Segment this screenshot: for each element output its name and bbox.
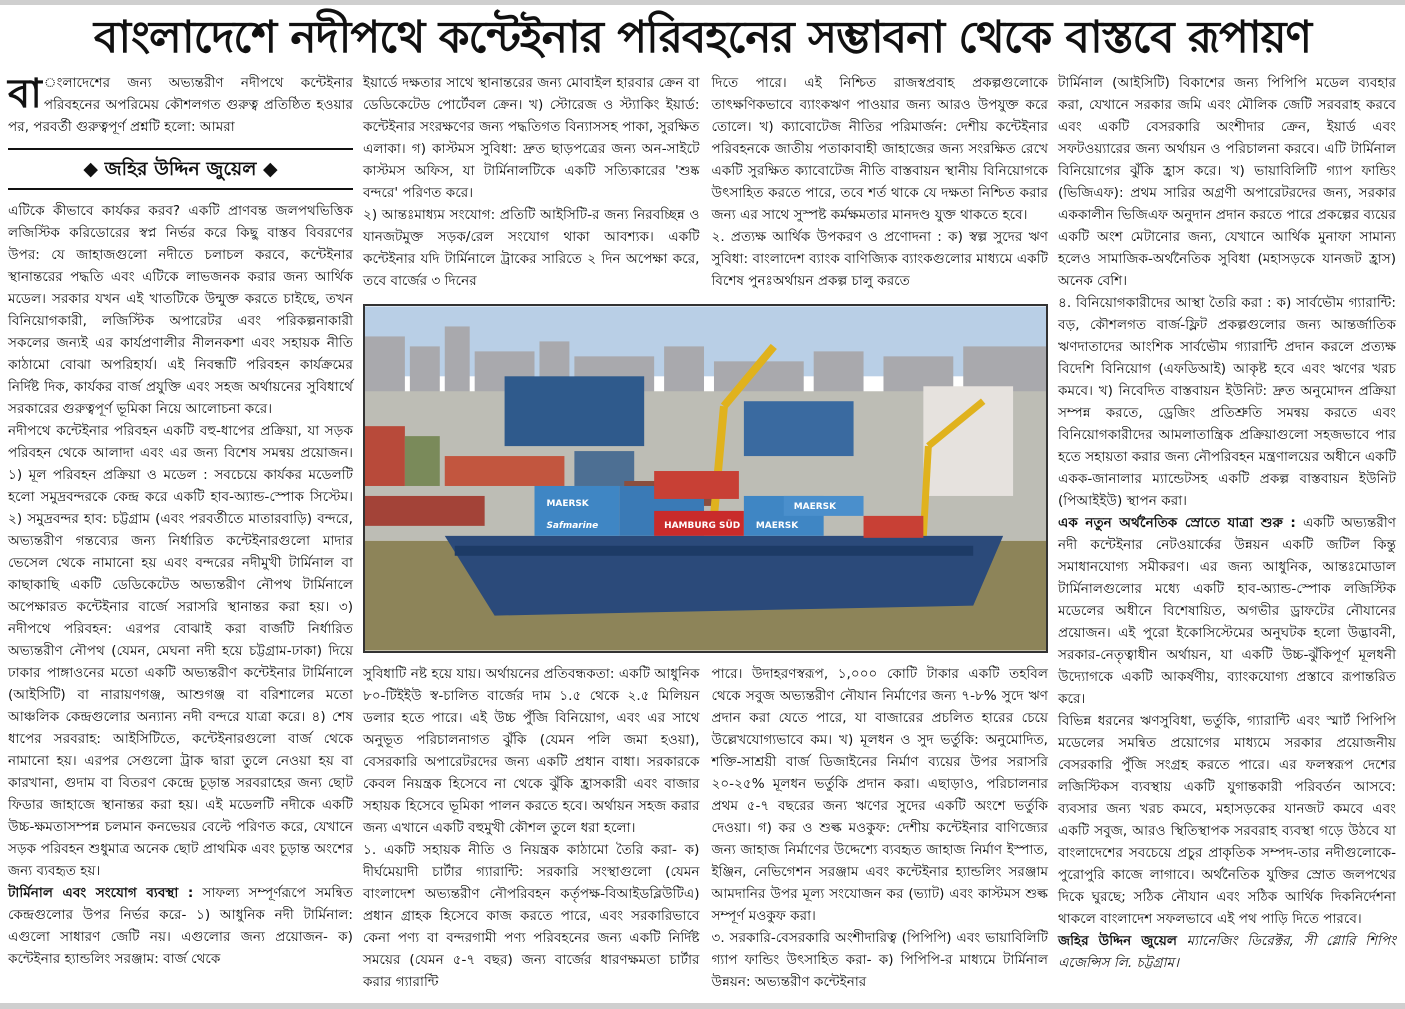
paragraph: এটিকে কীভাবে কার্যকর করব? একটি প্রাণবন্ত জলপথভিত্তিক লজিস্টিক করিডোরের স্বপ্ন নির্ভর করে কিছু বাস্তব বিবরণের উপর: যে জাহাজগুলো নদীতে চলাচল করবে, কন্টেইনার স্থানান্তরের পদ্ধতি এবং এটিকে লাভজনক করার জন্য আর্থিক মডেল। সরকার যখন এই খাতটিকে উন্মুক্ত করতে চাইছে, তখন বিনিয়োগকারী, লজিস্টিক অপারেটর এবং পরিকল্পনাকারী সকলের জন্যই এর কার্যপ্রণালীর নীলনকশা এবং সহায়ক নীতি কাঠামো বোঝা অপরিহার্য। এই নিবন্ধটি পরিবহন কার্যক্রমের নির্দিষ্ট দিক, কার্যকর বার্জ প্রযুক্তি এবং সহজ অর্থায়নের সুবিধার্থে সরকারের গুরুত্বপূর্ণ ভূমিকা নিয়ে আলোচনা করে। — [8, 203, 353, 417]
subheading: এক নতুন অর্থনৈতিক স্রোতে যাত্রা শুরু : — [1058, 515, 1296, 531]
container-label: HAMBURG SÜD — [664, 520, 741, 531]
column-2-bottom — [363, 663, 700, 993]
container-label: MAERSK — [546, 498, 589, 509]
article-body — [0, 72, 1405, 993]
paragraph: টার্মিনাল (আইসিটি) বিকাশের জন্য পিপিপি মডেল ব্যবহার করা, যেখানে সরকার জমি এবং মৌলিক জেটি সরবরাহ করবে এবং একটি বেসরকারি অংশীদার ক্রেন, ইয়ার্ড এবং সফটওয়্যারের জন্য অর্থায়ন ও পরিচালনা করবে। এটি টার্মিনাল বিনিয়োগের ঝুঁকি হ্রাস করে। খ) ভায়াবিলিটি গ্যাপ ফান্ডিং (ভিজিএফ): প্রথম সারির অগ্রণী অপারেটরদের জন্য, সরকার এককালীন ভিজিএফ অনুদান প্রদান করতে পারে প্রকল্পের ব্যয়ের একটি অংশ মেটানোর জন্য, যেখানে আর্থিক মুনাফা সামান্য হলেও সামাজিক-অর্থনৈতিক সুবিধা (মহাসড়কে যানজট হ্রাস) অনেক বেশি। — [1058, 75, 1396, 289]
author-signature — [1058, 930, 1396, 974]
paragraph: দিতে পারে। এই নিশ্চিত রাজস্বপ্রবাহ প্রকল্পগুলোকে তাৎক্ষণিকভাবে ব্যাংকঋণ পাওয়ার জন্য আরও উপযুক্ত করে তোলে। খ) ক্যাবোটেজ নীতির পরিমার্জন: দেশীয় কন্টেইনার পরিবহনকে জাতীয় পতাকাবাহী জাহাজের জন্য সংরক্ষিত রেখে একটি সুরক্ষিত ক্যাবোটেজ নীতি বাস্তবায়ন স্থানীয় বিনিয়োগকে উৎসাহিত করতে পারে, তবে শর্ত থাকে যে দক্ষতা নিশ্চিত করার জন্য এর সাথে সুস্পষ্ট কর্মক্ষমতার মানদণ্ড যুক্ত থাকতে হবে। — [711, 75, 1048, 223]
paragraph: সুবিধাটি নষ্ট হয়ে যায়। অর্থায়নের প্রতিবন্ধকতা: একটি আধুনিক ৮০-টিইইউ স্ব-চালিত বার্জের দাম ১.৫ থেকে ২.৫ মিলিয়ন ডলার হতে পারে। এই উচ্চ পুঁজি বিনিয়োগ, এবং এর সাথে অনুভূত পরিচালনাগত ঝুঁকি (যেমন পলি জমা হওয়া), বেসরকারি অপারেটরদের জন্য একটি প্রধান বাধা। সরকারকে কেবল নিয়ন্ত্রক হিসেবে না থেকে ঝুঁকি হ্রাসকারী এবং বাজার সহায়ক হিসেবে ভূমিকা পালন করতে হবে। অর্থায়ন সহজ করার জন্য এখানে একটি বহুমুখী কৌশল তুলে ধরা হলো। — [363, 666, 700, 836]
lead-paragraph — [8, 72, 353, 138]
paragraph: পারে। উদাহরণস্বরূপ, ১,০০০ কোটি টাকার একটি তহবিল থেকে সবুজ অভ্যন্তরীণ নৌযান নির্মাণের জন্য ৭-৮% সুদে ঋণ প্রদান করা যেতে পারে, যা বাজারের প্রচলিত হারের চেয়ে উল্লেখযোগ্যভাবে কম। খ) মূলধন ও সুদ ভর্তুকি: অনুমোদিত, শক্তি-সাশ্রয়ী বার্জ ডিজাইনের নির্মাণ ব্যয়ের উপর সরাসরি ২০-২৫% মূলধন ভর্তুকি প্রদান করা। এছাড়াও, পরিচালনার প্রথম ৫-৭ বছরের জন্য ঋণের সুদের একটি অংশে ভর্তুকি দেওয়া। গ) কর ও শুল্ক মওকুফ: দেশীয় কন্টেইনার বাণিজ্যের জন্য জাহাজ নির্মাণের উদ্দেশ্যে ব্যবহৃত জাহাজ নির্মাণ ইস্পাত, ইঞ্জিন, নেভিগেশন সরঞ্জাম এবং কন্টেইনার হ্যান্ডলিং সরঞ্জাম আমদানির উপর মূল্য সংযোজন কর (ভ্যাট) এবং কাস্টমস শুল্ক সম্পূর্ণ মওকুফ করা। — [711, 666, 1048, 924]
photo-illustration — [365, 306, 1046, 651]
middle-bottom-row — [363, 663, 1048, 993]
paragraph-text: একটি অভ্যন্তরীণ নদী কন্টেইনার নেটওয়ার্কের উন্নয়ন একটি জটিল কিন্তু সমাধানযোগ্য সমীকরণ। এর জন্য আধুনিক, আন্তঃমোডাল টার্মিনালগুলোর মধ্যে একটি হাব-অ্যান্ড-স্পোক লজিস্টিক মডেলের অধীনে বিশেষায়িত, অগভীর ড্রাফটের নৌযানের প্রয়োজন। এই পুরো ইকোসিস্টেমের অনুঘটক হলো উদ্ভাবনী, সরকার-নেতৃত্বাধীন অর্থায়ন, যা একটি উচ্চ-ঝুঁকিপূর্ণ মূলধনী উদ্যোগকে একটি আকর্ষণীয়, ব্যাংকযোগ্য প্রস্তাবে রূপান্তরিত করে। — [1058, 515, 1396, 707]
paragraph: নদীপথে কন্টেইনার পরিবহন একটি বহু-ধাপের প্রক্রিয়া, যা সড়ক পরিবহন থেকে আলাদা এবং এর জন্য বিশেষ সমন্বয় প্রয়োজন। ১) মূল পরিবহন প্রক্রিয়া ও মডেল : সবচেয়ে কার্যকর মডেলটি হলো সমুদ্রবন্দরকে কেন্দ্র করে একটি হাব-অ্যান্ড-স্পোক সিস্টেম। ২) সমুদ্রবন্দর হাব: চট্টগ্রাম (এবং পরবর্তীতে মাতারবাড়ি) বন্দরে, অভ্যন্তরীণ গন্তব্যের জন্য নির্ধারিত কন্টেইনারগুলো মাদার ভেসেল থেকে নামানো হয় এবং বন্দরের নদীমুখী টার্মিনাল বা কাছাকাছি একটি ডেডিকেটেড অভ্যন্তরীণ নৌপথ টার্মিনালে অপেক্ষারত কন্টেইনার বার্জে সরাসরি স্থানান্তর করা হয়। ৩) নদীপথে পরিবহন: এরপর বোঝাই করা বার্জটি নির্ধারিত অভ্যন্তরীণ নৌপথ (যেমন, মেঘনা নদী হয়ে চট্টগ্রাম-ঢাকা) দিয়ে ঢাকার পাঙ্গাওনের মতো একটি অভ্যন্তরীণ কন্টেইনার টার্মিনালে (আইসিটি) বা নারায়ণগঞ্জ, আশুগঞ্জ বা বরিশালের মতো আঞ্চলিক কেন্দ্রগুলোর অন্যান্য নদী বন্দরে যাত্রা করে। ৪) শেষ ধাপের সরবরাহ: আইসিটিতে, কন্টেইনারগুলো বার্জ থেকে নামানো হয়। এরপর সেগুলো ট্রাক দ্বারা তুলে নেওয়া হয় বা কারখানা, গুদাম বা বিতরণ কেন্দ্রে চূড়ান্ত সরবরাহের জন্য ছোট ফিডার জাহাজে স্থানান্তর করা হয়। এই মডেলটি নদীকে একটি উচ্চ-ক্ষমতাসম্পন্ন চলমান কনভেয়র বেল্টে পরিণত করে, যেখানে সড়ক পরিবহন শুধুমাত্র অনেক ছোট প্রাথমিক এবং চূড়ান্ত অংশের জন্য ব্যবহৃত হয়। — [8, 423, 353, 879]
paragraph: ২. প্রত্যক্ষ আর্থিক উপকরণ ও প্রণোদনা : ক) স্বল্প সুদের ঋণ সুবিধা: বাংলাদেশ ব্যাংক বাণিজ্যিক ব্যাংকগুলোর মাধ্যমে একটি বিশেষ পুনঃঅর্থায়ন প্রকল্প চালু করতে — [711, 229, 1048, 289]
paragraph — [1058, 512, 1396, 710]
paragraph: ইয়ার্ডে দক্ষতার সাথে স্থানান্তরের জন্য মোবাইল হারবার ক্রেন বা ডেডিকেটেড পোর্টেবল ক্রেন। খ) স্টোরেজ ও স্ট্যাকিং ইয়ার্ড: কন্টেইনার সংরক্ষণের জন্য পদ্ধতিগত বিন্যাসসহ পাকা, সুরক্ষিত এলাকা। গ) কাস্টমস সুবিধা: দ্রুত ছাড়পত্রের জন্য অন-সাইটে কাস্টমস অফিস, যা টার্মিনালটিকে একটি সত্যিকারের 'শুষ্ক বন্দরে' পরিণত করে। — [363, 75, 700, 201]
container-label: MAERSK — [755, 520, 799, 531]
container-label: MAERSK — [793, 501, 837, 512]
drop-cap: বা — [8, 71, 42, 117]
middle-top-row — [363, 72, 1048, 292]
subheading: টার্মিনাল এবং সংযোগ ব্যবস্থা : — [8, 885, 194, 901]
warehouse — [505, 376, 645, 446]
column-1 — [8, 72, 353, 970]
container-label: Safmarine — [546, 520, 599, 531]
column-4 — [1058, 72, 1396, 974]
headline: বাংলাদেশে নদীপথে কন্টেইনার পরিবহনের সম্ভাবনা থেকে বাস্তবে রূপায়ণ — [93, 12, 1312, 63]
column-3-bottom — [712, 663, 1049, 993]
paragraph: ৩. সরকারি-বেসরকারি অংশীদারিত্ব (পিপিপি) এবং ভায়াবিলিটি গ্যাপ ফান্ডিং উৎসাহিত করা- ক) পিপিপি-র মাধ্যমে টার্মিনাল উন্নয়ন: অভ্যন্তরীণ কন্টেইনার — [711, 930, 1048, 990]
column-2-top — [363, 72, 700, 292]
lead-text: ংলাদেশের জন্য অভ্যন্তরীণ নদীপথে কন্টেইনার পরিবহনের অপরিমেয় কৌশলগত গুরুত্ব প্রতিষ্ঠিত হওয়ার পর, পরবর্তী গুরুত্বপূর্ণ প্রশ্নটি হলো: আমরা — [8, 75, 353, 135]
author-name: জহির উদ্দিন জুয়েল — [1058, 933, 1178, 949]
paragraph: ২) আন্তঃমাধ্যম সংযোগ: প্রতিটি আইসিটি-র জন্য নিরবচ্ছিন্ন ও যানজটমুক্ত সড়ক/রেল সংযোগ থাকা আবশ্যক। একটি কন্টেইনার যদি টার্মিনালে ট্রাকের সারিতে ২ দিন অপেক্ষা করে, তবে বার্জের ৩ দিনের — [363, 207, 700, 289]
byline: ◆ জহির উদ্দিন জুয়েল ◆ — [8, 148, 353, 190]
ship-deck — [455, 546, 973, 556]
warehouse — [744, 401, 854, 456]
paragraph: ৪. বিনিয়োগকারীদের আস্থা তৈরি করা : ক) সার্বভৌম গ্যারান্টি: বড়, কৌশলগত বার্জ-ফ্লিট প্রকল্পগুলোর জন্য আন্তর্জাতিক ঋণদাতাদের আংশিক সার্বভৌম গ্যারান্টি প্রদান করলে প্রত্যক্ষ বিদেশি বিনিয়োগ (এফডিআই) আকৃষ্ট হবে এবং ঋণের খরচ কমবে। খ) নিবেদিত বাস্তবায়ন ইউনিট: দ্রুত অনুমোদন প্রক্রিয়া সম্পন্ন করতে, ড্রেজিং প্রতিশ্রুতি সমন্বয় করতে এবং বিনিয়োগকারীদের আমলাতান্ত্রিক প্রক্রিয়াগুলো সহজভাবে পার হতে সহায়তা করার জন্য নৌপরিবহন মন্ত্রণালয়ের অধীনে একটি একক-জানালার ম্যান্ডেটসহ একটি প্রকল্প বাস্তবায়ন ইউনিট (পিআইইউ) স্থাপন করা। — [1058, 295, 1396, 509]
middle-section — [363, 72, 1048, 993]
paragraph: ১. একটি সহায়ক নীতি ও নিয়ন্ত্রক কাঠামো তৈরি করা- ক) দীর্ঘমেয়াদী চার্টার গ্যারান্টি: সরকারি সংস্থাগুলো (যেমন বাংলাদেশ অভ্যন্তরীণ নৌপরিবহন কর্তৃপক্ষ-বিআইডব্লিউটিএ) প্রধান গ্রাহক হিসেবে কাজ করতে পারে, এবং সরকারিভাবে কেনা পণ্য বা বন্দরগামী পণ্য পরিবহনের জন্য একটি নির্দিষ্ট সময়ের (যেমন ৫-৭ বছর) জন্য বার্জের ধারণক্ষমতা চার্টার করার গ্যারান্টি — [363, 842, 700, 990]
top-border — [0, 0, 1405, 5]
author-title: ম্যানেজিং ডিরেক্টর, সী গ্লোরি শিপিং এজেন্সিস লি. চট্টগ্রাম। — [1058, 933, 1396, 971]
paragraph-text: সাফল্য সম্পূর্ণরূপে সমন্বিত কেন্দ্রগুলোর উপর নির্ভর করে- ১) আধুনিক নদী টার্মিনাল: এগুলো সাধারণ জেটি নয়। এগুলোর জন্য প্রয়োজন- ক) কন্টেইনার হ্যান্ডলিং সরঞ্জাম: বার্জ থেকে — [8, 885, 353, 967]
container-ship-photo — [363, 304, 1048, 653]
paragraph: বিভিন্ন ধরনের ঋণসুবিধা, ভর্তুকি, গ্যারান্টি এবং স্মার্ট পিপিপি মডেলের সমন্বিত প্রয়োগের মাধ্যমে সরকার প্রয়োজনীয় বেসরকারি পুঁজি সংগ্রহ করতে পারে। এর ফলস্বরূপ দেশের লজিস্টিকস ব্যবস্থায় একটি যুগান্তকারী পরিবর্তন আসবে: ব্যবসার জন্য খরচ কমবে, মহাসড়কের যানজট কমবে এবং একটি সবুজ, আরও স্থিতিস্থাপক সরবরাহ ব্যবস্থা গড়ে উঠবে যা বাংলাদেশের সবচেয়ে প্রচুর প্রাকৃতিক সম্পদ-তার নদীগুলোকে-পুরোপুরি কাজে লাগাবে। অর্থনৈতিক যুক্তির স্রোত জলপথের দিকে ঘুরছে; সঠিক নৌযান এবং সঠিক আর্থিক দিকনির্দেশনা থাকলে বাংলাদেশ সফলভাবে এই পথ পাড়ি দিতে পারবে। — [1058, 713, 1396, 927]
paragraph — [8, 882, 353, 970]
bottom-border — [0, 1003, 1405, 1009]
column-3-top — [712, 72, 1049, 292]
